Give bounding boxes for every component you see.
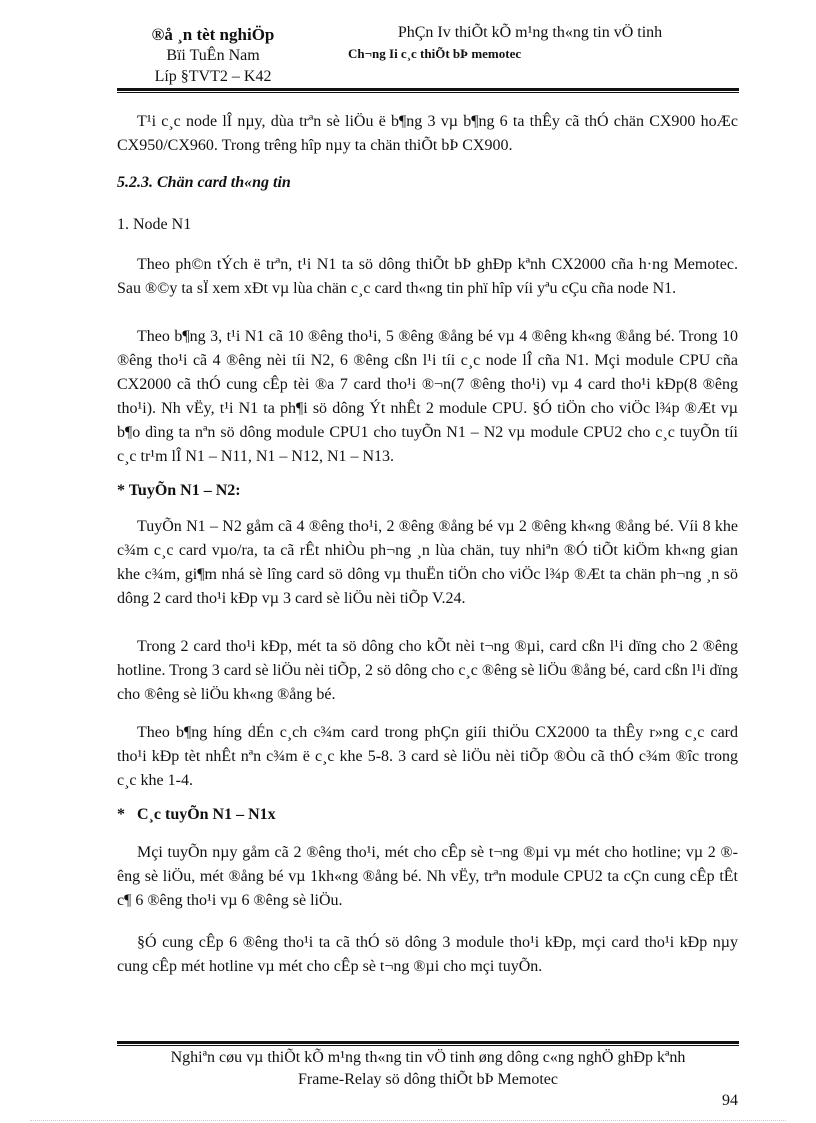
chapter-title: Ch¬ng Ii c¸c thiÕt bÞ memotec (348, 46, 522, 61)
class-name: Líp §TVT2 – K42 (154, 68, 272, 85)
author-name: Bïi TuÊn Nam (166, 47, 260, 64)
header-left (113, 24, 313, 87)
section-heading: 5.2.3. Chän card th«ng tin (117, 174, 291, 191)
footer-text (117, 1047, 739, 1091)
header-rule (117, 88, 739, 93)
paragraph-1: Theo ph©n tÝch ë trªn, t¹i N1 ta sö dông thiÕt bÞ ghÐp kªnh CX2000 cña h·ng Memotec. Sau ®©y ta sÏ xem xÐt vµ lùa chän c¸c card th«ng tin phï hîp víi yªu cÇu cña node N1. (117, 256, 738, 297)
part-title: PhÇn Iv thiÕt kÕ m¹ng th«ng tin vÖ tinh (397, 24, 663, 41)
page-number: 94 (722, 1092, 738, 1109)
document-type: ®å ¸n tèt nghiÖp (151, 25, 275, 44)
footer-line-2: Frame-Relay sö dông thiÕt bÞ Memotec (298, 1071, 558, 1088)
paragraph-2: Theo b¶ng 3, t¹i N1 cã 10 ®êng tho¹i, 5 ®êng ®ång bé vµ 4 ®êng kh«ng ®ång bé. Trong 10 ®êng tho¹i cã 4 ®êng nèi tíi N2, 6 ®êng cßn l¹i tíi c¸c node lÎ cña N1. Mçi module CPU cña CX2000 cã thÓ cung cÊp tèi ®a 7 card tho¹i ®¬n(7 ®êng tho¹i) vµ 4 card tho¹i kÐp(8 ®êng tho¹i). Nh vËy, t¹i N1 ta ph¶i sö dông Ýt nhÊt 2 module CPU. §Ó tiÖn cho viÖc l¾p ®Æt vµ b¶o dìng ta nªn sö dông module CPU1 cho tuyÕn N1 – N2 vµ module CPU2 cho c¸c tuyÕn tíi c¸c tr¹m lÎ N1 – N11, N1 – N12, N1 – N13. (117, 328, 738, 465)
heading-n1-n2: * TuyÕn N1 – N2: (117, 482, 241, 499)
footer-rule (117, 1041, 739, 1046)
heading-n1-n1x: * C¸c tuyÕn N1 – N1x (117, 806, 276, 823)
intro-paragraph: T¹i c¸c node lÎ nµy, dùa trªn sè liÖu ë b¶ng 3 vµ b¶ng 6 ta thÊy cã thÓ chän CX900 hoÆc CX950/CX960. Trong trêng hîp nµy ta chän thiÕt bÞ CX900. (117, 113, 738, 154)
page-edge (30, 1120, 786, 1121)
paragraph-4: Trong 2 card tho¹i kÐp, mét ta sö dông cho kÕt nèi t¬ng ®µi, card cßn l¹i dïng cho 2 ®êng hotline. Trong 3 card sè liÖu nèi tiÕp, 2 sö dông cho c¸c ®êng sè liÖu ®ång bé, card cßn l¹i dïng cho ®êng sè liÖu kh«ng ®ång bé. (117, 638, 738, 703)
paragraph-6: Mçi tuyÕn nµy gåm cã 2 ®êng tho¹i, mét cho cÊp sè t¬ng ®µi vµ mét cho hotline; vµ 2 ®êng sè liÖu, mét ®ång bé vµ 1kh«ng ®ång bé. Nh vËy, trªn module CPU2 ta cÇn cung cÊp tÊt c¶ 6 ®êng tho¹i vµ 6 ®êng sè liÖu. (117, 844, 738, 909)
paragraph-5: Theo b¶ng híng dÉn c¸ch c¾m card trong phÇn giíi thiÖu CX2000 ta thÊy r»ng c¸c card tho¹i kÐp tèt nhÊt nªn c¾m ë c¸c khe 5-8. 3 card sè liÖu nèi tiÕp ®Òu cã thÓ c¾m ®îc trong c¸c khe 1-4. (117, 724, 738, 789)
node-subheading: 1. Node N1 (117, 216, 192, 233)
footer-line-1: Nghiªn cøu vµ thiÕt kÕ m¹ng th«ng tin vÖ tinh øng dông c«ng nghÖ ghÐp kªnh (170, 1049, 686, 1066)
paragraph-3: TuyÕn N1 – N2 gåm cã 4 ®êng tho¹i, 2 ®êng ®ång bé vµ 2 ®êng kh«ng ®ång bé. Víi 8 khe c¾m c¸c card vµo/ra, ta cã rÊt nhiÒu ph¬ng ¸n lùa chän, tuy nhiªn ®Ó tiÕt kiÖm kh«ng gian khe c¾m, gi¶m nhá sè lîng card sö dông vµ thuËn tiÖn cho viÖc l¾p ®Æt ta chän ph¬ng ¸n sö dông 2 card tho¹i kÐp vµ 3 card sè liÖu nèi tiÕp V.24. (117, 518, 738, 607)
paragraph-7: §Ó cung cÊp 6 ®êng tho¹i ta cã thÓ sö dông 3 module tho¹i kÐp, mçi card tho¹i kÐp nµy cung cÊp mét hotline vµ mét cho cÊp sè t¬ng ®µi cho mçi tuyÕn. (117, 934, 738, 975)
